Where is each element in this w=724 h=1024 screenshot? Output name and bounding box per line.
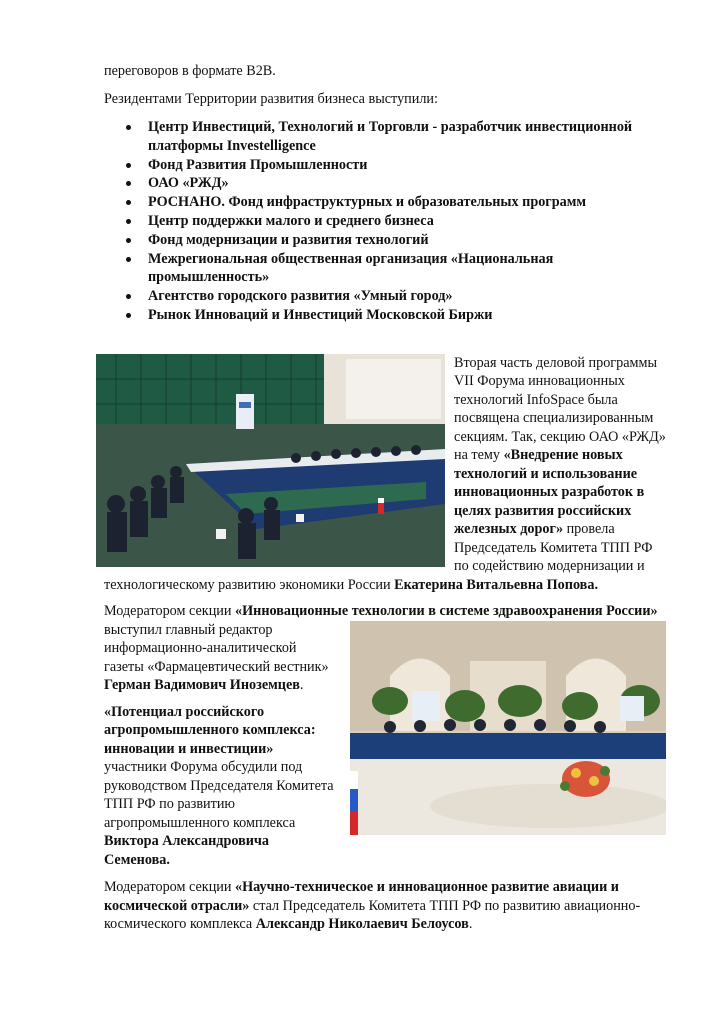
list-item: РОСНАНО. Фонд инфраструктурных и образовательных программ (104, 193, 666, 212)
aviation-text-b: стал Председатель Комитета ТПП РФ по развитию авиационно-космического комплекса (104, 897, 641, 933)
agro-text-a: участники Форума обсудили под руководством Председателя Комитета ТПП РФ по развитию агропромышленного комплекса (104, 759, 334, 831)
residents-list (104, 118, 666, 325)
conference-photo-railways (96, 354, 445, 567)
railways-text-b: провела Председатель Комитета ТПП РФ по содействию модернизации и технологическому развитию экономики России (104, 521, 653, 593)
list-item: Межрегиональная общественная организация «Национальная промышленность» (104, 250, 666, 288)
list-item: Фонд Развития Промышленности (104, 156, 666, 175)
healthcare-text-a: Модератором секции (104, 603, 236, 620)
document-page (104, 62, 666, 943)
healthcare-topic: «Инновационные технологии в системе здравоохранения России» (235, 603, 658, 620)
list-item: ОАО «РЖД» (104, 174, 666, 193)
railways-topic: «Внедрение новых технологий и использование инновационных разработок в целях развития российских железных дорог» (454, 447, 645, 538)
intro-paragraph: переговоров в формате B2B. (104, 63, 276, 79)
railways-text-a: Вторая часть деловой программы VII Форума инновационных технологий InfoSpace была посвящена специализированным секциям. Так, секцию ОАО «РЖД» на тему (454, 354, 666, 464)
section-aviation (104, 869, 666, 934)
aviation-moderator: Александр Николаевич Белоусов (255, 916, 469, 933)
conference-photo-agro (350, 621, 666, 835)
list-item: Центр поддержки малого и среднего бизнеса (104, 212, 666, 231)
healthcare-end: . (299, 677, 304, 694)
agro-topic: «Потенциал российского агропромышленного комплекса: инновации и инвестиции» (104, 703, 316, 757)
aviation-text-a: Модератором секции (104, 879, 236, 896)
aviation-topic: «Научно-техническое и инновационное развитие авиации и космической отрасли» (104, 879, 619, 914)
list-item: Фонд модернизации и развития технологий (104, 231, 666, 250)
agro-moderator: Виктора Александровича Семенова. (104, 833, 270, 868)
residents-lead: Резидентами Территории развития бизнеса выступили: (104, 90, 438, 107)
healthcare-text-b: выступил главный редактор информационно-аналитической газеты «Фармацевтический вестник» (104, 621, 329, 675)
railways-moderator: Екатерина Витальевна Попова. (394, 576, 598, 593)
section-railways (104, 354, 666, 595)
list-item: Агентство городского развития «Умный город» (104, 287, 666, 306)
list-item: Центр Инвестиций, Технологий и Торговли - разработчик инвестиционной платформы Investelligence (104, 118, 666, 156)
section-healthcare (104, 602, 666, 695)
list-item: Рынок Инноваций и Инвестиций Московской Биржи (104, 306, 666, 325)
healthcare-moderator: Герман Вадимович Иноземцев (104, 677, 300, 694)
aviation-end: . (468, 916, 473, 933)
